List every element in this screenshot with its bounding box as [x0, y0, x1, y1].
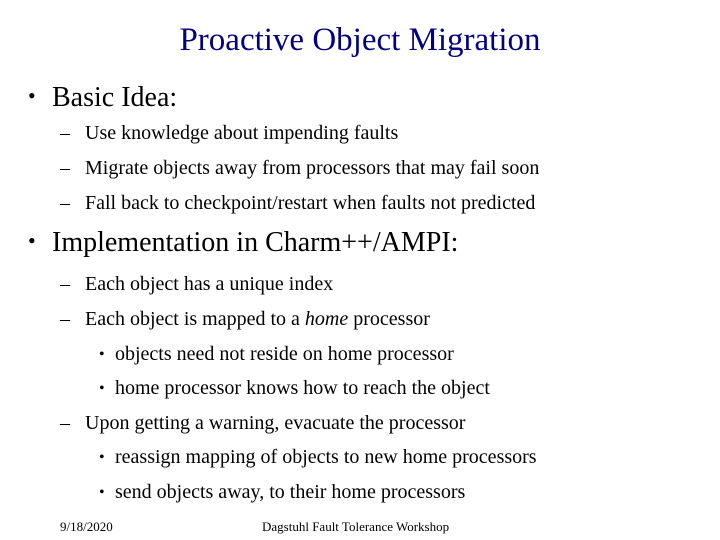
sub-bullet	[60, 157, 539, 180]
bullet-dot-icon: •	[99, 449, 105, 466]
sub-bullet-label: Upon getting a warning, evacuate the processor	[85, 412, 466, 434]
sub-sub-bullet	[99, 446, 537, 469]
bullet-dot-icon: •	[99, 380, 105, 397]
bullet-dot-icon: •	[99, 484, 105, 501]
sub-bullet-label-after: processor	[348, 308, 430, 330]
sub-sub-bullet-label: home processor knows how to reach the object	[115, 377, 490, 399]
sub-bullet-emphasis: home	[304, 308, 349, 330]
dash-icon: –	[60, 157, 70, 179]
bullet-label: Basic Idea:	[52, 82, 178, 113]
bullet-dot-icon: •	[28, 83, 36, 108]
sub-sub-bullet	[99, 481, 465, 504]
dash-icon: –	[60, 192, 70, 214]
sub-bullet	[60, 412, 465, 435]
bullet-label: Implementation in Charm++/AMPI:	[52, 227, 459, 258]
sub-bullet-label: Each object has a unique index	[85, 273, 334, 295]
sub-bullet	[60, 273, 333, 296]
sub-bullet	[60, 308, 430, 331]
bullet-dot-icon: •	[28, 228, 36, 253]
sub-bullet-label: Use knowledge about impending faults	[85, 122, 399, 144]
footer-center: Dagstuhl Fault Tolerance Workshop	[262, 519, 450, 534]
sub-bullet	[60, 122, 398, 145]
dash-icon: –	[60, 308, 70, 330]
dash-icon: –	[60, 412, 70, 434]
sub-bullet-label-before: Each object is mapped to a	[85, 308, 305, 330]
dash-icon: –	[60, 273, 70, 295]
sub-sub-bullet-label: reassign mapping of objects to new home processors	[115, 446, 537, 468]
footer-date: 9/18/2020	[60, 519, 113, 534]
bullet-implementation	[28, 227, 458, 259]
sub-sub-bullet	[99, 377, 490, 400]
sub-sub-bullet-label: objects need not reside on home processor	[115, 343, 454, 365]
bullet-dot-icon: •	[99, 346, 105, 363]
sub-bullet-label: Fall back to checkpoint/restart when faults not predicted	[85, 192, 536, 214]
slide-title: Proactive Object Migration	[179, 22, 541, 58]
sub-bullet-label: Migrate objects away from processors that may fail soon	[85, 157, 540, 179]
sub-sub-bullet	[99, 343, 454, 366]
sub-sub-bullet-label: send objects away, to their home processors	[115, 481, 466, 503]
sub-bullet	[60, 192, 535, 215]
bullet-basic-idea	[28, 82, 177, 114]
dash-icon: –	[60, 122, 70, 144]
